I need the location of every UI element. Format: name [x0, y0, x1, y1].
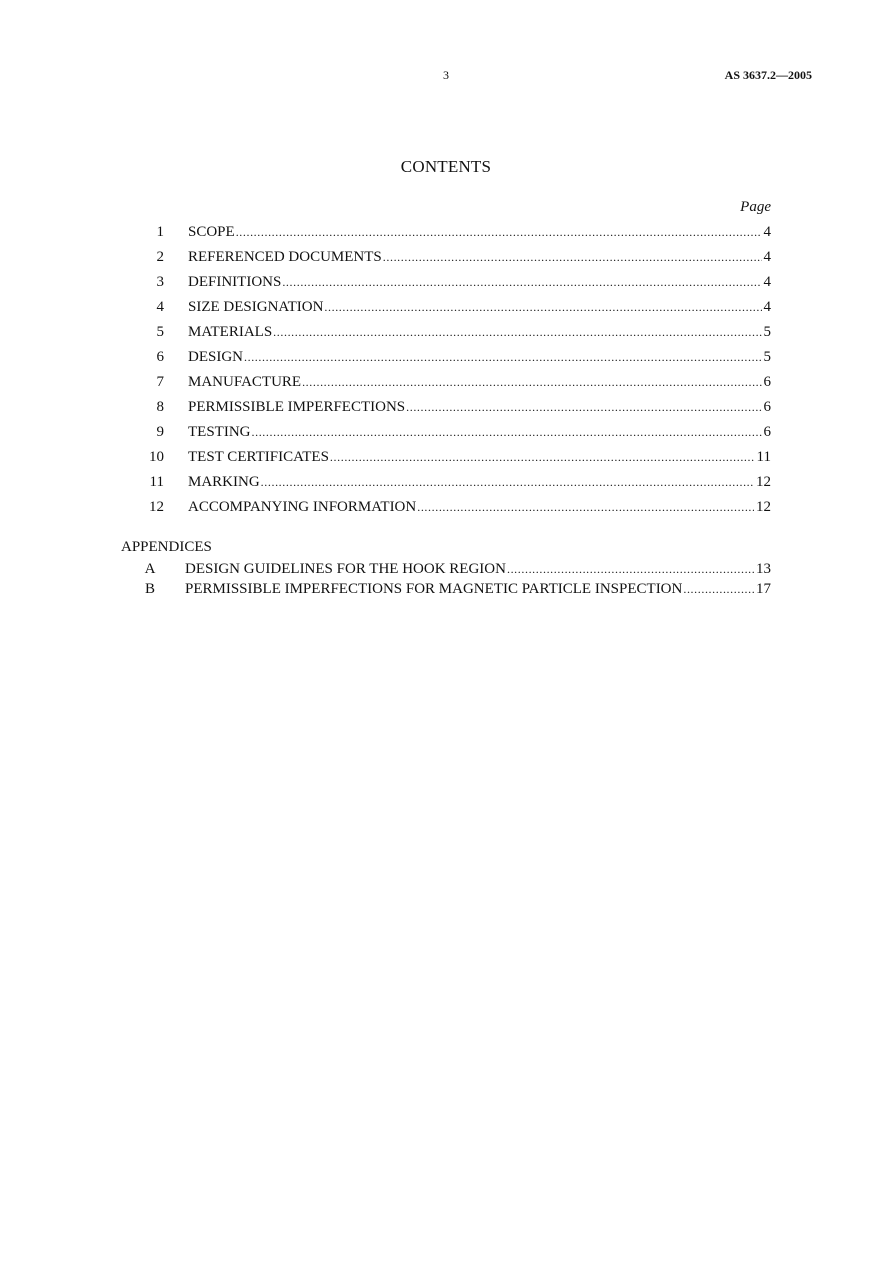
toc-page: 12: [756, 499, 771, 515]
toc-entry-manufacture[interactable]: [0, 372, 892, 397]
appendix-label: PERMISSIBLE IMPERFECTIONS FOR MAGNETIC PARTICLE INSPECTION: [185, 581, 683, 597]
toc-label: TEST CERTIFICATES: [188, 449, 329, 465]
table-of-contents: [0, 222, 892, 522]
toc-number: 7: [156, 374, 164, 390]
appendices-heading: APPENDICES: [121, 539, 212, 555]
dot-leader: [323, 297, 761, 317]
toc-label: PERMISSIBLE IMPERFECTIONS: [188, 399, 406, 415]
toc-entry-size-designation[interactable]: [0, 297, 892, 322]
toc-page: 4: [763, 224, 771, 240]
toc-entry-definitions[interactable]: [0, 272, 892, 297]
appendix-entry-a[interactable]: [0, 559, 892, 579]
toc-page: 6: [763, 374, 771, 390]
dot-leader: [251, 422, 762, 442]
toc-entry-accompanying-information[interactable]: [0, 497, 892, 522]
toc-number: 5: [156, 324, 164, 340]
toc-number: 8: [156, 399, 164, 415]
toc-number: 11: [149, 474, 164, 490]
toc-number: 10: [149, 449, 164, 465]
toc-number: 9: [156, 424, 164, 440]
contents-title: CONTENTS: [400, 157, 492, 176]
dot-leader: [329, 447, 755, 467]
toc-page: 6: [763, 424, 771, 440]
appendix-letter: A: [144, 561, 156, 577]
toc-page: 4: [763, 274, 771, 290]
toc-entry-referenced-documents[interactable]: [0, 247, 892, 272]
toc-entry-scope[interactable]: [0, 222, 892, 247]
toc-label: DEFINITIONS: [188, 274, 282, 290]
toc-number: 6: [156, 349, 164, 365]
toc-entry-testing[interactable]: [0, 422, 892, 447]
toc-entry-marking[interactable]: [0, 472, 892, 497]
dot-leader: [235, 222, 762, 242]
page-column-label: Page: [740, 199, 771, 215]
toc-label: SIZE DESIGNATION: [188, 299, 324, 315]
toc-label: SCOPE: [188, 224, 235, 240]
toc-label: ACCOMPANYING INFORMATION: [188, 499, 417, 515]
toc-page: 5: [763, 324, 771, 340]
toc-page: 4: [763, 299, 771, 315]
toc-label: MANUFACTURE: [188, 374, 302, 390]
document-id: AS 3637.2—2005: [724, 68, 812, 82]
page-number: 3: [443, 68, 449, 82]
appendix-page: 17: [756, 581, 771, 597]
toc-page: 6: [763, 399, 771, 415]
appendices-list: [0, 559, 892, 599]
toc-label: TESTING: [188, 424, 251, 440]
toc-page: 5: [763, 349, 771, 365]
toc-number: 12: [149, 499, 164, 515]
toc-label: REFERENCED DOCUMENTS: [188, 249, 382, 265]
toc-label: MARKING: [188, 474, 260, 490]
dot-leader: [506, 559, 754, 579]
dot-leader: [301, 372, 761, 392]
dot-leader: [682, 579, 754, 599]
toc-entry-design[interactable]: [0, 347, 892, 372]
appendix-label: DESIGN GUIDELINES FOR THE HOOK REGION: [185, 561, 506, 577]
dot-leader: [416, 497, 754, 517]
dot-leader: [382, 247, 762, 267]
toc-entry-permissible-imperfections[interactable]: [0, 397, 892, 422]
dot-leader: [260, 472, 754, 492]
toc-entry-materials[interactable]: [0, 322, 892, 347]
toc-number: 3: [156, 274, 164, 290]
toc-page: 4: [763, 249, 771, 265]
toc-entry-test-certificates[interactable]: [0, 447, 892, 472]
appendix-entry-b[interactable]: [0, 579, 892, 599]
dot-leader: [405, 397, 761, 417]
dot-leader: [272, 322, 761, 342]
toc-label: MATERIALS: [188, 324, 273, 340]
toc-label: DESIGN: [188, 349, 243, 365]
toc-number: 1: [156, 224, 164, 240]
appendix-letter: B: [144, 581, 155, 597]
toc-number: 2: [156, 249, 164, 265]
appendix-page: 13: [756, 561, 771, 577]
dot-leader: [281, 272, 761, 292]
dot-leader: [243, 347, 762, 367]
toc-number: 4: [156, 299, 164, 315]
toc-page: 12: [756, 474, 771, 490]
toc-page: 11: [756, 449, 771, 465]
